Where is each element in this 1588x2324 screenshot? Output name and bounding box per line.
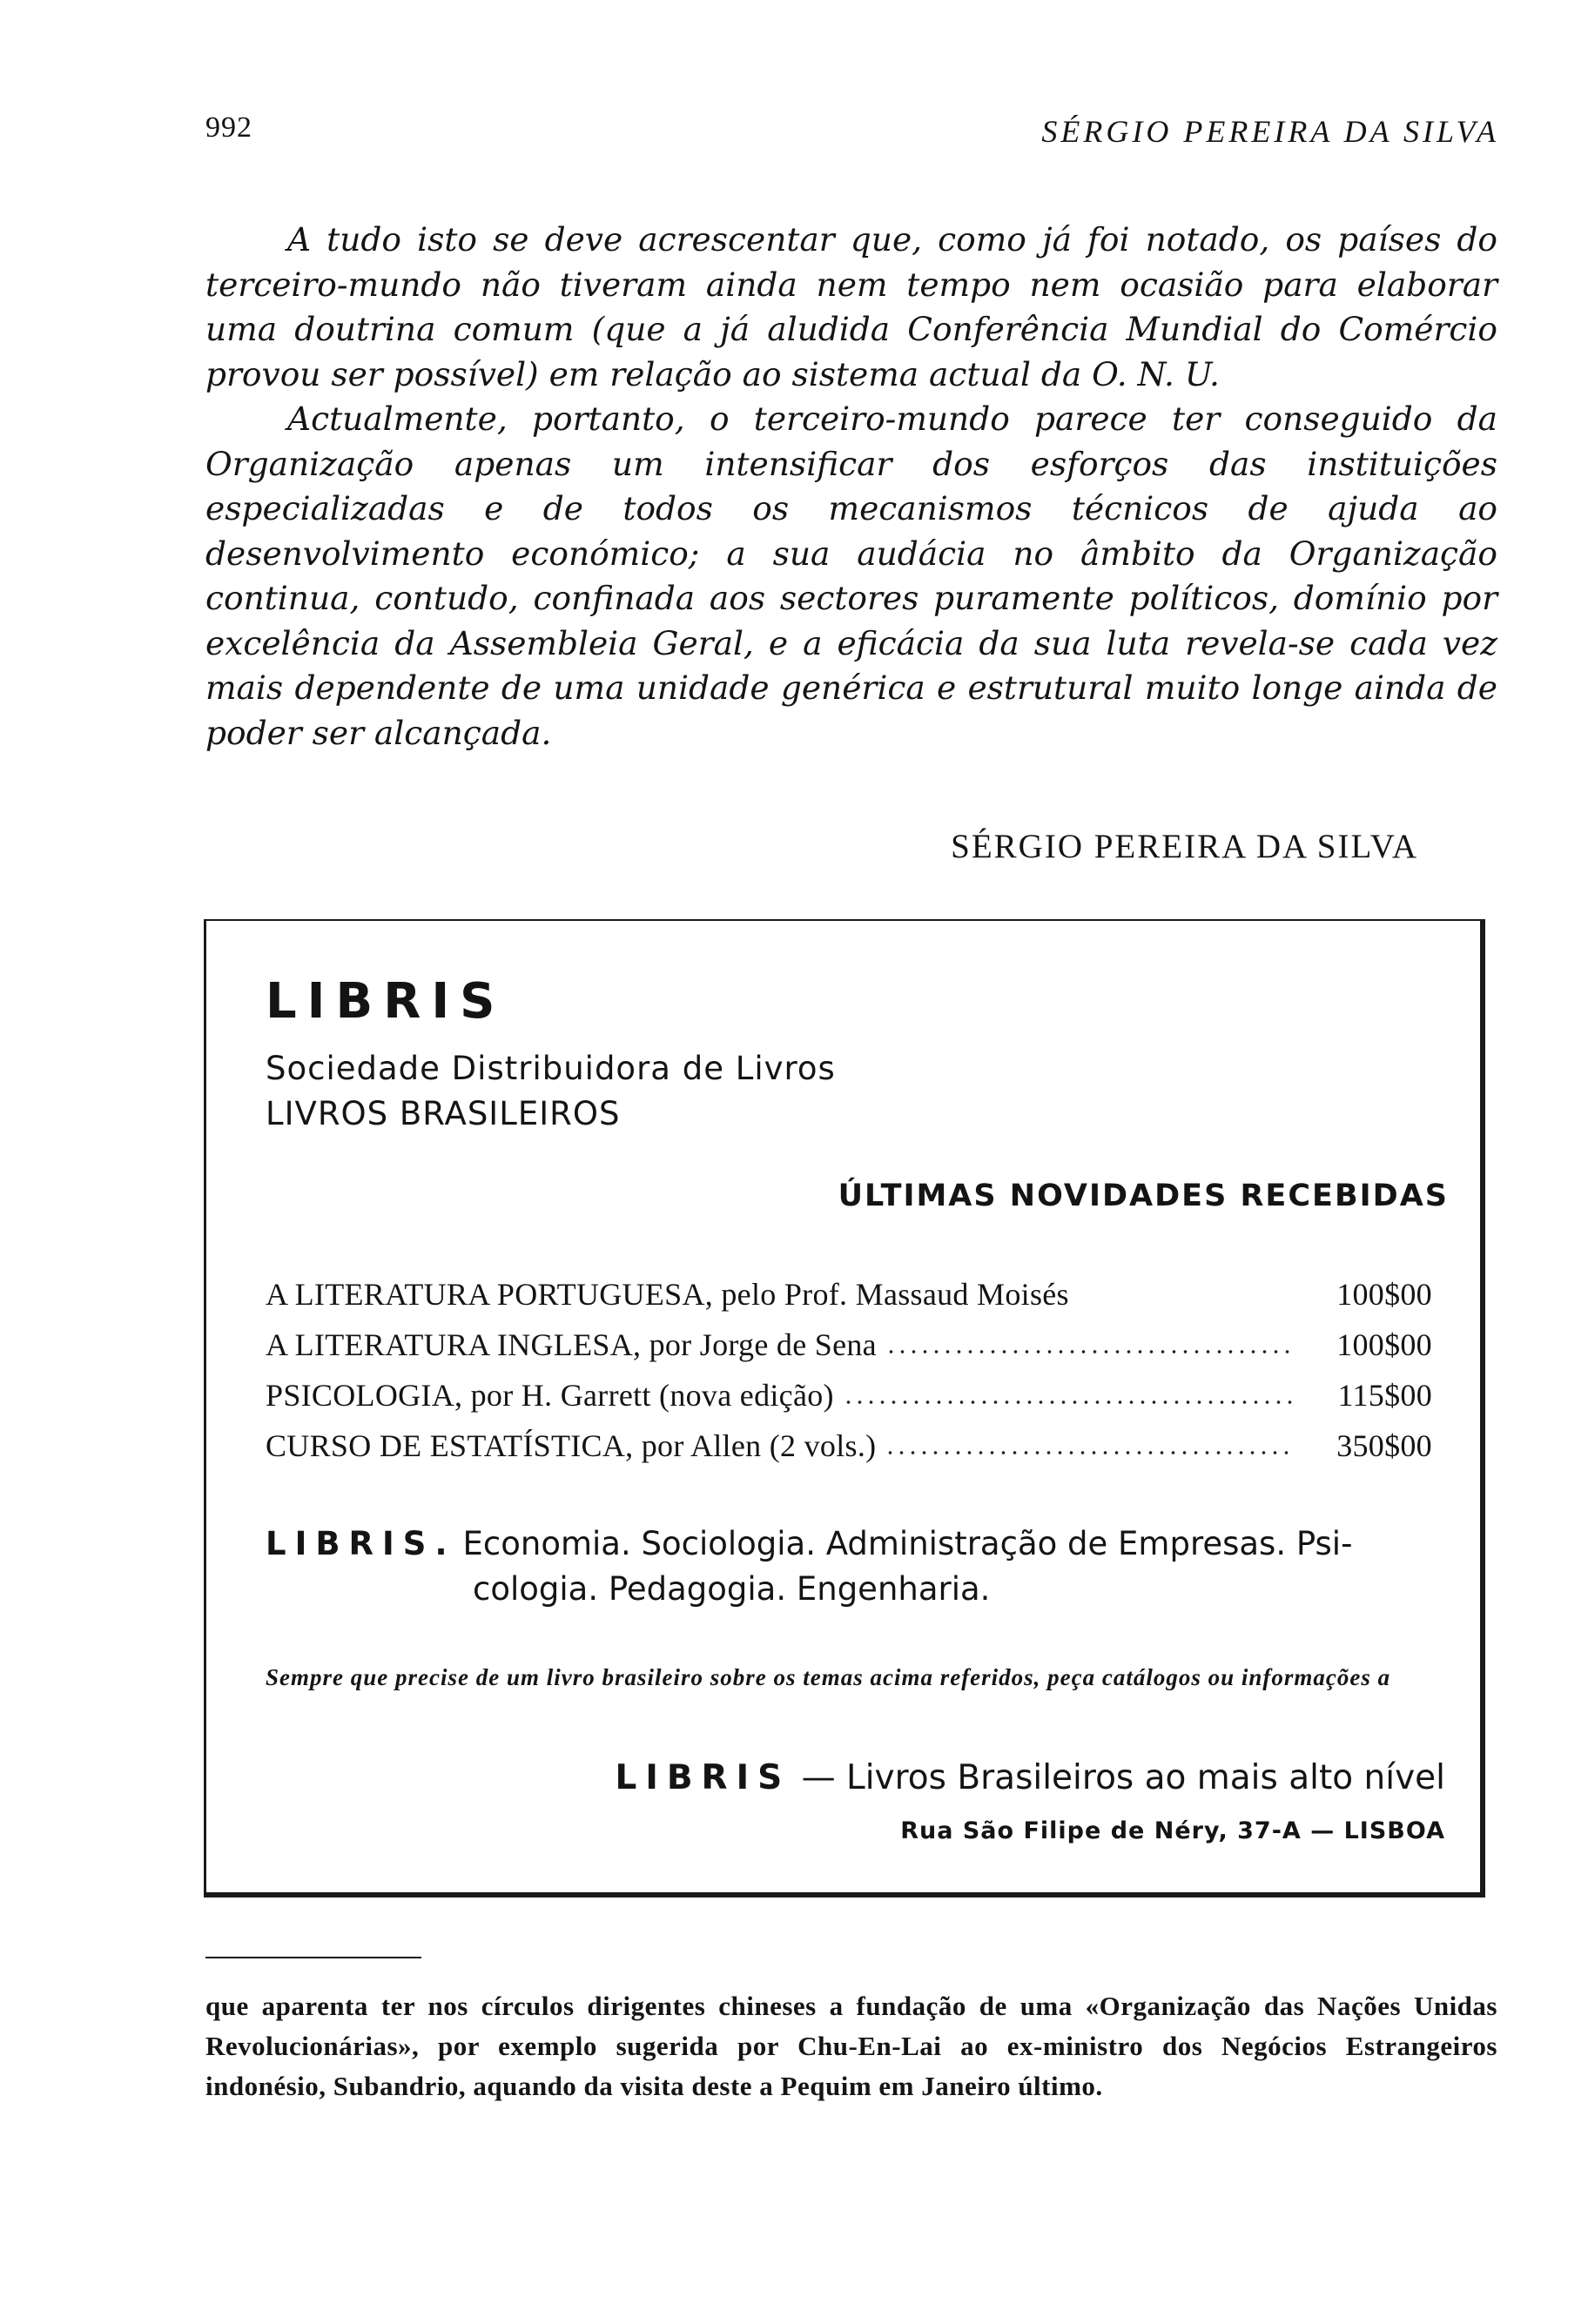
ad-topics [266, 1521, 1432, 1612]
dot-leader [885, 1348, 1295, 1355]
dot-leader [885, 1449, 1295, 1456]
page-number: 992 [205, 111, 252, 144]
ad-subtitle: LIVROS BRASILEIROS [266, 1095, 621, 1132]
book-price: 350$00 [1336, 1428, 1432, 1463]
book-price: 115$00 [1337, 1378, 1432, 1413]
book-title: A LITERATURA PORTUGUESA, pelo Prof. Massaud Moisés [266, 1277, 1069, 1312]
ad-latest-heading: ÚLTIMAS NOVIDADES RECEBIDAS [838, 1179, 1449, 1213]
article-paragraph: A tudo isto se deve acrescentar que, como já foi notado, os países do terceiro-mundo não tiveram ainda nem tempo nem ocasião para elaborar uma doutrina comum (que a já aludida Conferência Mundial do Comércio provou ser possível) em relação ao sistema actual da O. N. U. [205, 220, 1497, 393]
book-list [266, 1276, 1432, 1478]
dot-leader [1078, 1298, 1295, 1305]
footnote-divider [205, 1957, 421, 1958]
ad-tagline [615, 1758, 1445, 1797]
article-paragraph: Actualmente, portanto, o terceiro-mundo parece ter conseguido da Organização apenas um intensificar dos esforços das instituições especializadas e de todos os mecanismos técnicos de ajuda ao desenvolvimento económico; a sua audácia no âmbito da Organização continua, contudo, confinada aos sectores puramente políticos, domínio por excelência da Assembleia Geral, e a eficácia da sua luta revela-se cada vez mais dependente de uma unidade genérica e estrutural muito longe ainda de poder ser alcançada. [205, 400, 1497, 752]
ad-address: Rua São Filipe de Néry, 37-A — LISBOA [900, 1817, 1445, 1844]
topics-line: cologia. Pedagogia. Engenharia. [473, 1570, 991, 1608]
topics-brand: LIBRIS. [266, 1525, 456, 1562]
book-row [266, 1427, 1432, 1478]
book-price: 100$00 [1336, 1327, 1432, 1362]
topics-line: Economia. Sociologia. Administração de Empresas. Psi- [462, 1525, 1353, 1562]
running-head: SÉRGIO PEREIRA DA SILVA [1041, 114, 1499, 149]
article-body [205, 218, 1497, 756]
ad-brand: LIBRIS [266, 973, 506, 1030]
tagline-text: — Livros Brasileiros ao mais alto nível [791, 1758, 1445, 1797]
book-title: CURSO DE ESTATÍSTICA, por Allen (2 vols.) [266, 1428, 877, 1463]
ad-subtitle: Sociedade Distribuidora de Livros [266, 1050, 836, 1087]
book-row [266, 1377, 1432, 1427]
author-signature: SÉRGIO PEREIRA DA SILVA [951, 828, 1418, 865]
ad-note: Sempre que precise de um livro brasileiro sobre os temas acima referidos, peça catálogos ou informações a [266, 1664, 1391, 1690]
book-row [266, 1327, 1432, 1377]
book-title: PSICOLOGIA, por H. Garrett (nova edição) [266, 1378, 834, 1413]
libris-advertisement [204, 919, 1485, 1897]
book-price: 100$00 [1336, 1277, 1432, 1312]
book-title: A LITERATURA INGLESA, por Jorge de Sena [266, 1327, 877, 1362]
book-row [266, 1276, 1432, 1327]
tagline-brand: LIBRIS [615, 1758, 791, 1797]
footnote: que aparenta ter nos círculos dirigentes chineses a fundação de uma «Organização das Nações Unidas Revolucionárias», por exemplo sugerida por Chu-En-Lai ao ex-ministro dos Negócios Estrangeiros indonésio, Subandrio, aquando da visita deste a Pequim em Janeiro último. [205, 1991, 1497, 2101]
dot-leader [843, 1399, 1295, 1406]
